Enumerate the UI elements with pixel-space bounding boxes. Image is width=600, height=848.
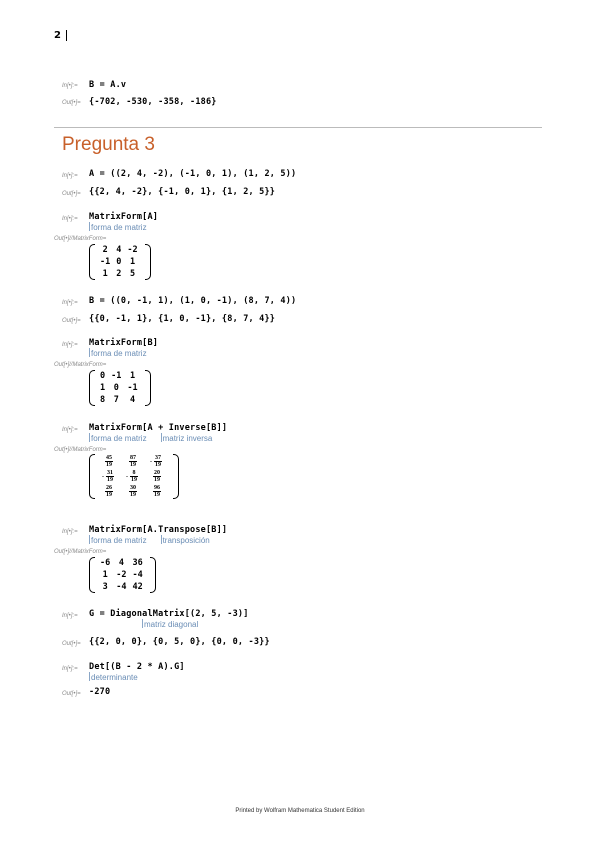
matrix-cell: 1 [100, 383, 106, 393]
output-label: Out[•]= [62, 191, 81, 197]
input-code[interactable]: MatrixForm[B] [89, 338, 159, 348]
input-label: In[•]:= [62, 613, 78, 619]
matrix-cell: 1 [129, 257, 136, 267]
matrix-cell: 8 [100, 395, 106, 405]
matrix-cell: -2 [116, 570, 127, 580]
matrix-cell: $\frac{30}{19}$ [130, 485, 136, 498]
output-value: {{2, 0, 0}, {0, 5, 0}, {0, 0, -3}} [89, 637, 270, 647]
matrix-cell: -6 [100, 558, 111, 568]
right-paren [145, 244, 151, 280]
function-hint: matriz diagonal [144, 620, 199, 629]
output-label: Out[•]= [62, 318, 81, 324]
matrix-cell: $\frac{26}{19}$ [106, 485, 112, 498]
page-number: 2 [54, 30, 61, 41]
output-value: -270 [89, 687, 111, 697]
section-divider [54, 127, 542, 128]
matrix-cell: 4 [118, 558, 124, 568]
matrix-output [89, 557, 156, 593]
matrix-cell: -1 [111, 371, 122, 381]
output-label: Out[•]//MatrixForm= [54, 236, 107, 242]
right-paren [145, 370, 151, 406]
matrix-cell: $\frac{96}{19}$ [154, 485, 160, 498]
matrix-cell: -2 [127, 245, 138, 255]
matrix-cell: -1 [127, 383, 138, 393]
right-paren [173, 454, 179, 499]
left-paren [89, 454, 95, 499]
matrix-cell: - $\frac{31}{19}$ [102, 470, 113, 483]
input-label: In[•]:= [62, 216, 78, 222]
input-code[interactable]: B = A.v [89, 80, 127, 90]
input-label: In[•]:= [62, 300, 78, 306]
input-code[interactable]: Det[(B - 2 * A).G] [89, 662, 185, 672]
output-label: Out[•]= [62, 100, 81, 106]
matrix-cell: 2 [102, 245, 108, 255]
matrix-cell: -1 [100, 257, 111, 267]
input-code[interactable]: MatrixForm[A + Inverse[B]] [89, 423, 228, 433]
input-code[interactable]: MatrixForm[A.Transpose[B]] [89, 525, 228, 535]
matrix-cell: -4 [132, 570, 143, 580]
matrix-cell: 0 [113, 383, 119, 393]
output-value: {{2, 4, -2}, {-1, 0, 1}, {1, 2, 5}} [89, 187, 276, 197]
input-label: In[•]:= [62, 666, 78, 672]
function-hint: determinante [91, 673, 138, 682]
function-hint: forma de matriz transposición [91, 536, 210, 545]
matrix-output [89, 370, 151, 406]
matrix-cell: 36 [132, 558, 143, 568]
fraction-matrix-output [89, 454, 179, 499]
matrix-cell: 1 [129, 371, 136, 381]
output-value: {{0, -1, 1}, {1, 0, -1}, {8, 7, 4}} [89, 314, 276, 324]
matrix-cell: $\frac{45}{19}$ [106, 455, 112, 468]
left-paren [89, 370, 95, 406]
matrix-cell: 0 [100, 371, 106, 381]
matrix-cell: - $\frac{37}{19}$ [150, 455, 161, 468]
matrix-cell: $\frac{87}{19}$ [130, 455, 136, 468]
matrix-cell: $\frac{20}{19}$ [154, 470, 160, 483]
matrix-cell: 7 [113, 395, 119, 405]
output-label: Out[•]//MatrixForm= [54, 447, 107, 453]
matrix-cell: 4 [116, 245, 122, 255]
function-hint: forma de matriz [91, 349, 147, 358]
matrix-cell: 4 [129, 395, 136, 405]
left-paren [89, 244, 95, 280]
matrix-output [89, 244, 151, 280]
input-code[interactable]: A = ((2, 4, -2), (-1, 0, 1), (1, 2, 5)) [89, 169, 297, 179]
output-label: Out[•]//MatrixForm= [54, 362, 107, 368]
function-hint: forma de matriz matriz inversa [91, 434, 213, 443]
left-paren [89, 557, 95, 593]
output-label: Out[•]= [62, 691, 81, 697]
matrix-cell: 5 [129, 269, 136, 279]
input-code[interactable]: G = DiagonalMatrix[(2, 5, -3)] [89, 609, 249, 619]
output-value: {-702, -530, -358, -186} [89, 97, 217, 107]
page-footer: Printed by Wolfram Mathematica Student Edition [235, 808, 365, 814]
matrix-cell: -4 [116, 582, 127, 592]
function-hint: forma de matriz [91, 223, 147, 232]
input-code[interactable]: B = ((0, -1, 1), (1, 0, -1), (8, 7, 4)) [89, 296, 297, 306]
matrix-cell: 0 [116, 257, 122, 267]
matrix-cell: 42 [132, 582, 143, 592]
matrix-cell: - $\frac{8}{19}$ [126, 470, 137, 483]
matrix-cell: 1 [102, 570, 108, 580]
output-label: Out[•]= [62, 641, 81, 647]
input-code[interactable]: MatrixForm[A] [89, 212, 159, 222]
input-label: In[•]:= [62, 173, 78, 179]
output-label: Out[•]//MatrixForm= [54, 549, 107, 555]
input-label: In[•]:= [62, 342, 78, 348]
page-number-divider [66, 30, 67, 41]
section-title: Pregunta 3 [62, 134, 155, 155]
matrix-cell: 2 [116, 269, 122, 279]
input-label: In[•]:= [62, 427, 78, 433]
right-paren [150, 557, 156, 593]
input-label: In[•]:= [62, 529, 78, 535]
matrix-cell: 3 [102, 582, 108, 592]
input-label: In[•]:= [62, 83, 78, 89]
matrix-cell: 1 [102, 269, 108, 279]
